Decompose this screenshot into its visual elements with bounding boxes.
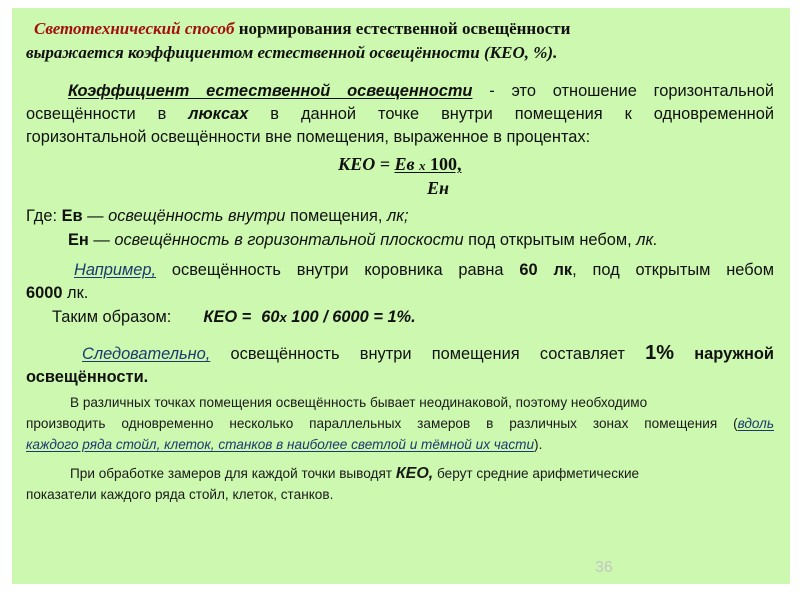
processing-line-2: показатели каждого ряда стойл, клеток, станков. <box>26 487 334 502</box>
calculation-expr-b: 100 / 6000 = 1%. <box>286 308 416 326</box>
measurement-line-3-emph: каждого ряда стойл, клеток, станков в наиболее светлой и тёмной их части <box>26 437 535 452</box>
conclusion-lead: Следовательно, <box>82 345 211 363</box>
calculation-lead: Таким образом: <box>52 308 172 326</box>
measurement-line-2-text: производить одновременно несколько параллельных замеров в различных зонах помещения ( <box>26 416 738 431</box>
conclusion-line-1 <box>82 342 774 365</box>
formula-denominator: Ен <box>427 178 449 198</box>
measurement-line-3-tail: ). <box>534 437 543 452</box>
measurement-line-2 <box>26 413 774 434</box>
processing-line-1-b: берут средние арифметические <box>433 466 640 481</box>
conclusion-line-2: освещённости. <box>26 368 149 386</box>
en-symbol: Ен <box>68 231 89 249</box>
example-line-2 <box>26 282 88 304</box>
processing-line-1 <box>70 463 639 484</box>
definition-line-2-a: освещённости в <box>26 105 189 123</box>
formula-times: х <box>419 158 426 173</box>
calculation-expr-a: 60 <box>261 308 280 326</box>
example-outside-value: 6000 <box>26 284 63 302</box>
formula-hundred: 100, <box>425 154 462 174</box>
heading-line-2: выражается коэффициентом естественной освещённости (КЕО, %). <box>26 43 558 62</box>
measurement-line-1: В различных точках помещения освещённость бывает неодинаковой, поэтому необходимо <box>70 395 648 410</box>
measurement-line-2-emph: вдоль <box>737 416 774 431</box>
heading-rest: нормирования естественной освещённости <box>234 19 571 38</box>
calculation-line <box>52 306 416 329</box>
calculation-times: х <box>279 310 287 325</box>
example-lead: Например, <box>74 261 157 279</box>
formula-numerator <box>338 152 462 178</box>
en-desc: — освещённость в горизонтальной плоскости <box>88 231 464 249</box>
measurement-line-3 <box>26 434 542 455</box>
ev-symbol: Ев <box>61 207 83 225</box>
definition-line-2 <box>26 103 774 125</box>
slide-number: 36 <box>595 559 613 576</box>
heading-line-1 <box>34 18 570 40</box>
formula-ev: Ев <box>394 154 420 174</box>
where-line-en <box>68 229 658 251</box>
ev-unit: лк; <box>386 207 409 225</box>
formula-fraction-top <box>394 154 461 174</box>
example-inside-value: 60 лк <box>519 261 573 279</box>
definition-term: Коэффициент естественной освещенности <box>68 82 473 100</box>
definition-line-1-rest: - это отношение горизонтальной <box>472 82 774 100</box>
en-tail: под открытым небом, <box>463 231 637 249</box>
conclusion-value: 1% <box>645 342 675 364</box>
example-text-1: освещённость внутри коровника равна <box>156 261 520 279</box>
calculation-lhs: КЕО = <box>203 308 252 326</box>
definition-line-3: горизонтальной освещённости вне помещения, выраженное в процентах: <box>26 128 591 146</box>
conclusion-text: освещённость внутри помещения составляет <box>210 345 646 363</box>
slide <box>12 8 790 584</box>
processing-line-1-a: При обработке замеров для каждой точки выводят <box>70 466 396 481</box>
example-text-2: , под открытым небом <box>572 261 774 279</box>
ev-tail: помещения, <box>285 207 387 225</box>
definition-line-2-b: в данной точке внутри помещения к одновременной <box>248 105 774 123</box>
en-unit: лк. <box>636 231 658 249</box>
conclusion-tail: наружной <box>674 345 774 363</box>
example-outside-unit: лк. <box>62 284 89 302</box>
ev-desc: — освещённость внутри <box>82 207 286 225</box>
example-line-1 <box>74 259 774 281</box>
where-line-ev <box>26 205 409 227</box>
processing-keo: КЕО, <box>395 465 434 482</box>
where-label: Где: <box>26 207 62 225</box>
definition-line-1 <box>68 80 774 102</box>
lux-term: люксах <box>188 105 249 123</box>
heading-term: Светотехнический способ <box>34 19 235 38</box>
formula-lhs: КЕО = <box>338 154 395 174</box>
